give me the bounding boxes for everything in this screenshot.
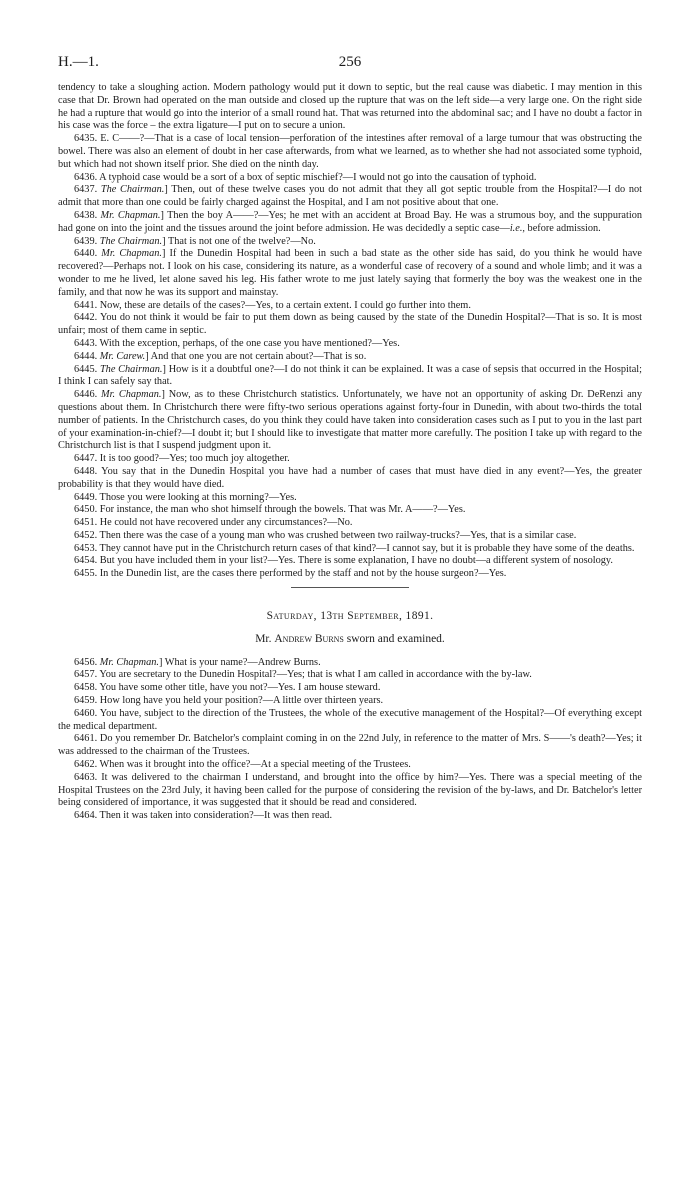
paragraph-6454: 6454. But you have included them in your list?—Yes. There is some explanation, I have no doubt—a different system of nosology. — [74, 555, 613, 567]
paragraph-6464: 6464. Then it was taken into consideration?—It was then read. — [74, 810, 333, 822]
paragraph-6445: 6445. The Chairman.] How is it a doubtful one?—I do not think it can be explained. It was a case of sepsis that occurred in the Hospital; I think I can safely say that. — [58, 363, 642, 388]
paragraph-6444: 6444. Mr. Carew.] And that one you are not certain about?—That is so. — [74, 350, 367, 362]
paragraph-6452: 6452. Then there was the case of a young man who was crushed between two railway-trucks?—Yes, that is a similar case. — [74, 529, 577, 541]
speaker: Mr. Chapman. — [101, 248, 162, 260]
page-header — [58, 54, 642, 74]
paragraph-6441: 6441. Now, these are details of the cases?—Yes, to a certain extent. I could go further into them. — [74, 299, 471, 311]
paragraph-6461: 6461. Do you remember Dr. Batchelor's complaint coming in on the 22nd July, in reference to the matter of Mrs. S——'s death?—Yes; it was addressed to the chairman of the Trustees. — [58, 733, 642, 758]
speaker: Mr. Chapman. — [100, 209, 161, 221]
speaker: Mr. Carew. — [99, 350, 146, 362]
speaker: The Chairman. — [100, 184, 165, 196]
paragraph-6447: 6447. It is too good?—Yes; too much joy altogether. — [74, 453, 290, 465]
paragraph-6463: 6463. It was delivered to the chairman I understand, and brought into the office by him?—Yes. There was a special meeting of the Hospital Trustees on the 23rd July, it having been called for the purpose of considering the revision of the by-laws, and Dr. Batchelor's letter being considered of importance, it was suggested that it should be read and considered. — [58, 771, 642, 809]
paragraph-6436: 6436. A typhoid case would be a sort of a box of septic mischief?—I would not go into the causation of typhoid. — [74, 171, 537, 183]
speaker: Mr. Chapman. — [99, 656, 159, 668]
paragraph-6457: 6457. You are secretary to the Dunedin Hospital?—Yes; that is what I am called in accordance with the by-law. — [74, 669, 532, 681]
sitting-date-heading: Saturday, 13th September, 1891. — [266, 610, 434, 623]
paragraph-6456: 6456. Mr. Chapman.] What is your name?—Andrew Burns. — [74, 656, 321, 668]
paragraph-6435: 6435. E. C——?—That is a case of local tension—perforation of the intestines after removal of a large tumour that was obstructing the bowel. There was also an element of doubt in her case afterwards, from what we learned, as to whether she had not associated some typhoid, but which had not shown itself prior. She died on the ninth day. — [58, 133, 642, 170]
paragraph-6453: 6453. They cannot have put in the Christchurch return cases of that kind?—I cannot say, but it is probable they have some of the deaths. — [74, 542, 635, 554]
paragraph-6437: 6437. The Chairman.] Then, out of these twelve cases you do not admit that they all got septic trouble from the Hospital?—I do not admit that more than one could be fairly charged against the Hospital, and I am not positive about that one. — [58, 184, 642, 209]
paragraph-6451: 6451. He could not have recovered under any circumstances?—No. — [74, 517, 353, 529]
paragraph-6459: 6459. How long have you held your position?—A little over thirteen years. — [74, 695, 384, 707]
paragraph-6439: 6439. The Chairman.] That is not one of the twelve?—No. — [74, 235, 316, 247]
witness-heading: Mr. Andrew Burns sworn and examined. — [255, 632, 445, 645]
paragraph-6458: 6458. You have some other title, have you not?—Yes. I am house steward. — [74, 682, 381, 694]
paragraph-6450: 6450. For instance, the man who shot himself through the bowels. That was Mr. A——?—Yes. — [74, 504, 466, 516]
paragraph-6442: 6442. You do not think it would be fair to put them down as being caused by the state of the Dunedin Hospital?—That is so. It is most unfair; most of them came in septic. — [58, 312, 642, 337]
paragraph-6460: 6460. You have, subject to the direction of the Trustees, the whole of the executive management of the Hospital?—Of everything except the medical department. — [58, 707, 642, 732]
speaker: Mr. Chapman. — [101, 389, 162, 401]
paragraph-6448: 6448. You say that in the Dunedin Hospital you have had a number of cases that must have died in any event?—Yes, the greater probability is that they would have died. — [58, 465, 642, 490]
paragraph-6438: 6438. Mr. Chapman.] Then the boy A——?—Yes; he met with an accident at Broad Bay. He was a strumous boy, and the suppuration had gone on into the joint and the tissues around the joint before admission. He was decidedly a septic case—i.e., before admission. — [58, 209, 642, 234]
paragraph-6446: 6446. Mr. Chapman.] Now, as to these Christchurch statistics. Unfortunately, we have not an opportunity of asking Dr. DeRenzi any questions about them. In Christchurch there were fifty-two serious operations against forty-four in Dunedin, with about two-thirds the total number of patients. In the Christchurch cases, do you think they could have taken into consideration cases such as I put to you in the last part of your examination-in-chief?—I doubt it; but I should like to investigate that matter more carefully. The position I take up with regard to the Christchurch list is that I suspend judgment upon it. — [58, 389, 642, 452]
paragraph-6449: 6449. Those you were looking at this morning?—Yes. — [74, 491, 297, 503]
speaker: The Chairman. — [99, 235, 163, 247]
speaker: The Chairman. — [99, 363, 163, 375]
witness-name: Andrew Burns — [274, 632, 344, 645]
paragraph-6440: 6440. Mr. Chapman.] If the Dunedin Hospital had been in such a bad state as the other side has said, do you think he would have recovered?—Perhaps not. I look on his case, considering its nature, as a wonderful case of recovery of a sound and whole limb; and it was a wonder to me he lived, let alone saved his leg. His father wrote to me just lately saying that formerly the boy was the weakest one in the family, and that now he was its support and mainstay. — [58, 248, 642, 298]
paragraph-6462: 6462. When was it brought into the office?—At a special meeting of the Trustees. — [74, 759, 411, 771]
section-divider — [291, 587, 409, 588]
page-number: 256 — [338, 54, 362, 70]
paragraph-6443: 6443. With the exception, perhaps, of the one case you have mentioned?—Yes. — [74, 337, 400, 349]
paragraph-6455: 6455. In the Dunedin list, are the cases there performed by the staff and not by the house surgeon?—Yes. — [74, 568, 507, 580]
continued-paragraph: tendency to take a sloughing action. Modern pathology would put it down to septic, but the real cause was diabetic. I may mention in this case that Dr. Brown had operated on the man outside and closed up the rupture that was on the left side—a very large one. On the right side he had a rupture that would go into the interior of a small round hat. That was returned into the abdominal sac; and I have no doubt a factor in his case was the force – the extra ligature—I put on to secure a union. — [58, 82, 642, 132]
document-body — [58, 82, 642, 823]
document-reference: H.—1. — [58, 54, 99, 70]
